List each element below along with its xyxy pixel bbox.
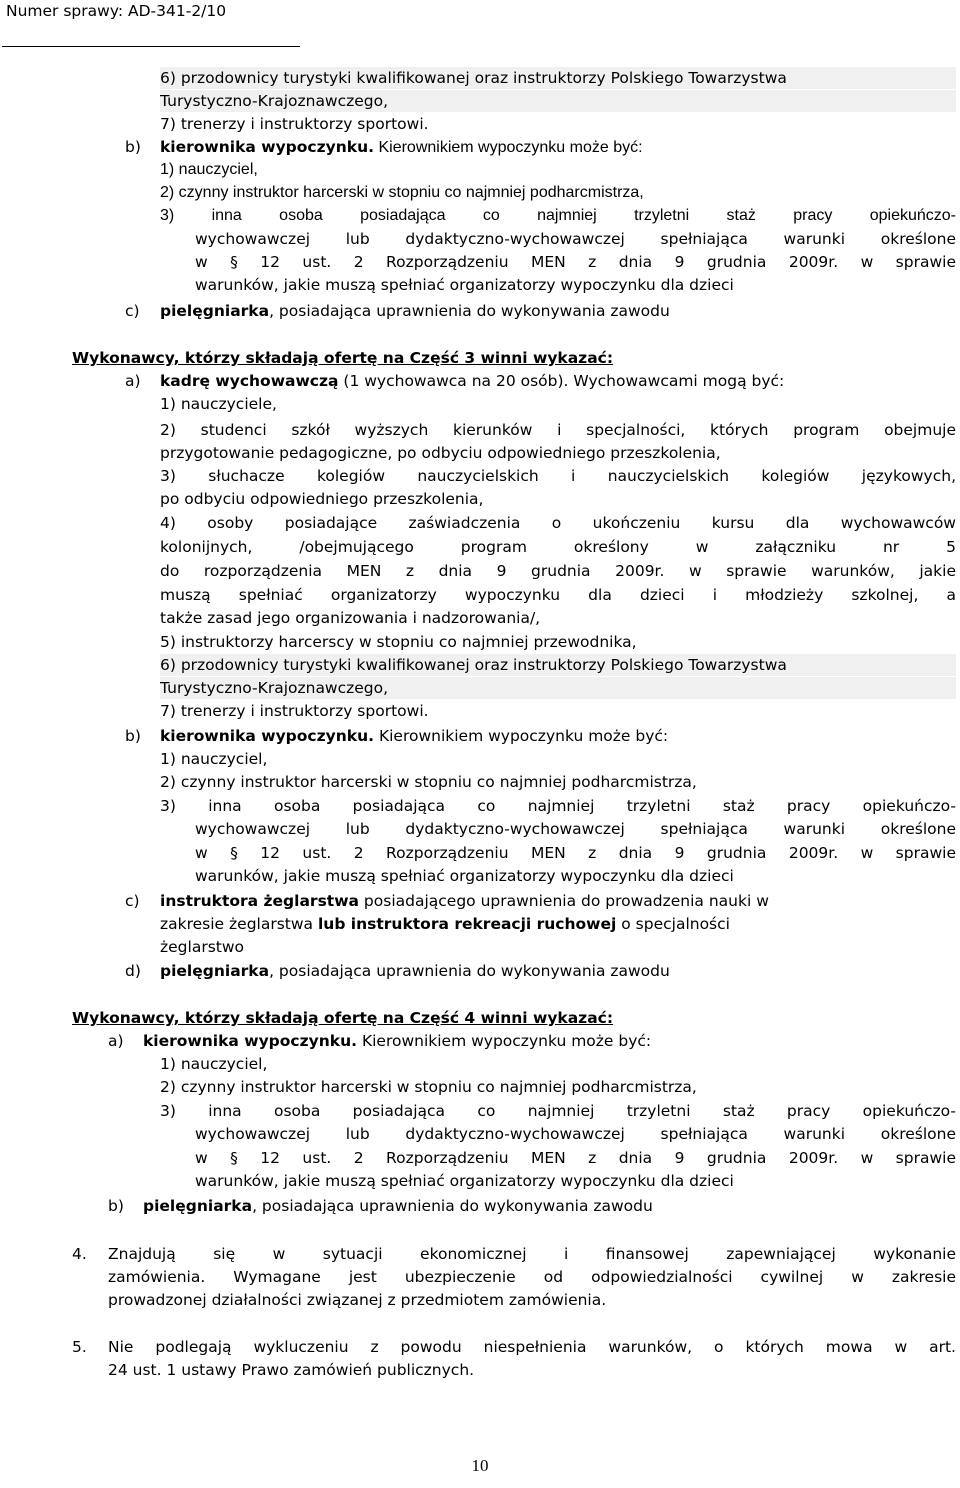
- p2-b3: warunków, jakie muszą spełniać organizatorzy wypoczynku dla dzieci: [195, 276, 734, 294]
- p3-b3: warunków, jakie muszą spełniać organizatorzy wypoczynku dla dzieci: [195, 867, 734, 885]
- p3-c-mark: c): [125, 892, 140, 910]
- p2-b1: 1) nauczyciel,: [160, 161, 258, 178]
- p2-b-rest: Kierownikiem wypoczynku może być:: [374, 139, 643, 156]
- p4-a3: warunków, jakie muszą spełniać organizatorzy wypoczynku dla dzieci: [195, 1172, 734, 1190]
- p3-c-title: instruktora żeglarstwa: [160, 892, 359, 910]
- item4-text: zamówienia. Wymagane jest ubezpieczenie od odpowiedzialności cywilnej w zakresie: [108, 1268, 956, 1286]
- p2-c-mark: c): [125, 302, 140, 320]
- p3-a3: po odbyciu odpowiedniego przeszkolenia,: [160, 490, 484, 508]
- p3-c-text: o specjalności: [616, 915, 730, 933]
- p3-c-line3: żeglarstwo: [160, 938, 245, 956]
- p2-line: 6) przodownicy turystyki kwalifikowanej oraz instruktorzy Polskiego Towarzystwa: [160, 67, 956, 89]
- p3-a4: muszą spełniać organizatorzy wypoczynku dla dzieci i młodzieży szkolnej, a: [160, 586, 956, 604]
- p3-b1: 1) nauczyciel,: [160, 750, 268, 768]
- p2-c-line: [160, 300, 670, 322]
- p2-c-rest: , posiadająca uprawnienia do wykonywania zawodu: [269, 302, 670, 320]
- p4-a-rest: Kierownikiem wypoczynku może być:: [357, 1032, 652, 1050]
- p3-b3: 3) inna osoba posiadająca co najmniej trzyletni staż pracy opiekuńczo-: [160, 797, 956, 815]
- p3-a-mark: a): [125, 372, 141, 390]
- p2-b3: wychowawczej lub dydaktyczno-wychowawczej spełniająca warunki określone: [195, 230, 956, 248]
- p4-b-line: [143, 1195, 653, 1217]
- p3-a4: do rozporządzenia MEN z dnia 9 grudnia 2009r. w sprawie warunków, jakie: [160, 562, 956, 580]
- p2-b-line: [160, 136, 643, 158]
- p4-b-title: pielęgniarka: [143, 1197, 253, 1215]
- p4-a1: 1) nauczyciel,: [160, 1055, 268, 1073]
- p3-b2: 2) czynny instruktor harcerski w stopniu co najmniej podharcmistrza,: [160, 773, 697, 791]
- item4-number: 4.: [72, 1245, 87, 1263]
- p3-a4: kolonijnych, /obejmującego program określony w załączniku nr 5: [160, 538, 956, 556]
- p2-b-mark: b): [125, 138, 141, 156]
- p2-b2: 2) czynny instruktor harcerski w stopniu co najmniej podharcmistrza,: [160, 184, 644, 201]
- item5-text: 24 ust. 1 ustawy Prawo zamówień publicznych.: [108, 1361, 475, 1379]
- p2-b3: w § 12 ust. 2 Rozporządzeniu MEN z dnia 9 grudnia 2009r. w sprawie: [195, 253, 956, 271]
- p3-a-line: [160, 370, 784, 392]
- p4-a-line: [143, 1030, 651, 1052]
- p3-b3: w § 12 ust. 2 Rozporządzeniu MEN z dnia 9 grudnia 2009r. w sprawie: [195, 844, 956, 862]
- p3-c-line1: [160, 890, 769, 912]
- p3-a2: przygotowanie pedagogiczne, po odbyciu odpowiedniego przeszkolenia,: [160, 444, 721, 462]
- p3-b-mark: b): [125, 727, 141, 745]
- p2-b-title: kierownika wypoczynku.: [160, 138, 375, 156]
- p3-c-text: zakresie żeglarstwa: [160, 915, 318, 933]
- item4-text: Znajdują się w sytuacji ekonomicznej i finansowej zapewniającej wykonanie: [108, 1245, 956, 1263]
- p3-a-title: kadrę wychowawczą: [160, 372, 339, 390]
- p3-d-rest: , posiadająca uprawnienia do wykonywania zawodu: [269, 962, 670, 980]
- p4-b-rest: , posiadająca uprawnienia do wykonywania zawodu: [252, 1197, 653, 1215]
- p4-a3: 3) inna osoba posiadająca co najmniej trzyletni staż pracy opiekuńczo-: [160, 1102, 956, 1120]
- p2-c-title: pielęgniarka: [160, 302, 270, 320]
- p3-a4: 4) osoby posiadające zaświadczenia o ukończeniu kursu dla wychowawców: [160, 514, 956, 532]
- p3-b-title: kierownika wypoczynku.: [160, 727, 375, 745]
- p3-a7: 7) trenerzy i instruktorzy sportowi.: [160, 702, 429, 720]
- p3-d-title: pielęgniarka: [160, 962, 270, 980]
- p3-b-line: [160, 725, 668, 747]
- p3-a-rest: (1 wychowawca na 20 osób). Wychowawcami mogą być:: [338, 372, 785, 390]
- case-number-header: Numer sprawy: AD-341-2/10: [6, 2, 227, 20]
- p2-line: Turystyczno-Krajoznawczego,: [160, 90, 956, 112]
- p3-b3: wychowawczej lub dydaktyczno-wychowawczej spełniająca warunki określone: [195, 820, 956, 838]
- header-divider: [2, 46, 300, 47]
- p3-a2: 2) studenci szkół wyższych kierunków i specjalności, których program obejmuje: [160, 421, 956, 439]
- p3-d-line: [160, 960, 670, 982]
- page-number: 10: [471, 1456, 489, 1475]
- p3-a6: 6) przodownicy turystyki kwalifikowanej oraz instruktorzy Polskiego Towarzystwa: [160, 654, 956, 676]
- p4-a-title: kierownika wypoczynku.: [143, 1032, 358, 1050]
- p4-a3: w § 12 ust. 2 Rozporządzeniu MEN z dnia 9 grudnia 2009r. w sprawie: [195, 1149, 956, 1167]
- p3-a3: 3) słuchacze kolegiów nauczycielskich i nauczycielskich kolegiów językowych,: [160, 467, 956, 485]
- p3-c-rest: posiadającego uprawnienia do prowadzenia nauki w: [359, 892, 769, 910]
- p4-a3: wychowawczej lub dydaktyczno-wychowawczej spełniająca warunki określone: [195, 1125, 956, 1143]
- p2-b3: 3) inna osoba posiadająca co najmniej trzyletni staż pracy opiekuńczo-: [160, 207, 956, 224]
- p3-a4: także zasad jego organizowania i nadzorowania/,: [160, 609, 541, 627]
- part4-heading: Wykonawcy, którzy składają ofertę na Część 4 winni wykazać:: [72, 1009, 614, 1027]
- part3-heading: Wykonawcy, którzy składają ofertę na Część 3 winni wykazać:: [72, 349, 614, 367]
- p4-a-mark: a): [108, 1032, 124, 1050]
- p3-a5: 5) instruktorzy harcerscy w stopniu co najmniej przewodnika,: [160, 633, 637, 651]
- p3-a1: 1) nauczyciele,: [160, 395, 277, 413]
- p4-a2: 2) czynny instruktor harcerski w stopniu co najmniej podharcmistrza,: [160, 1078, 697, 1096]
- item4-text: prowadzonej działalności związanej z przedmiotem zamówienia.: [108, 1291, 607, 1309]
- p2-line: 7) trenerzy i instruktorzy sportowi.: [160, 115, 429, 133]
- p3-d-mark: d): [125, 962, 141, 980]
- p3-c-line2: [160, 913, 730, 935]
- p4-b-mark: b): [108, 1197, 124, 1215]
- item5-number: 5.: [72, 1338, 87, 1356]
- p3-c-bold: lub instruktora rekreacji ruchowej: [317, 915, 617, 933]
- item5-text: Nie podlegają wykluczeniu z powodu niespełnienia warunków, o których mowa w art.: [108, 1338, 956, 1356]
- p3-b-rest: Kierownikiem wypoczynku może być:: [374, 727, 669, 745]
- p3-a6: Turystyczno-Krajoznawczego,: [160, 677, 956, 699]
